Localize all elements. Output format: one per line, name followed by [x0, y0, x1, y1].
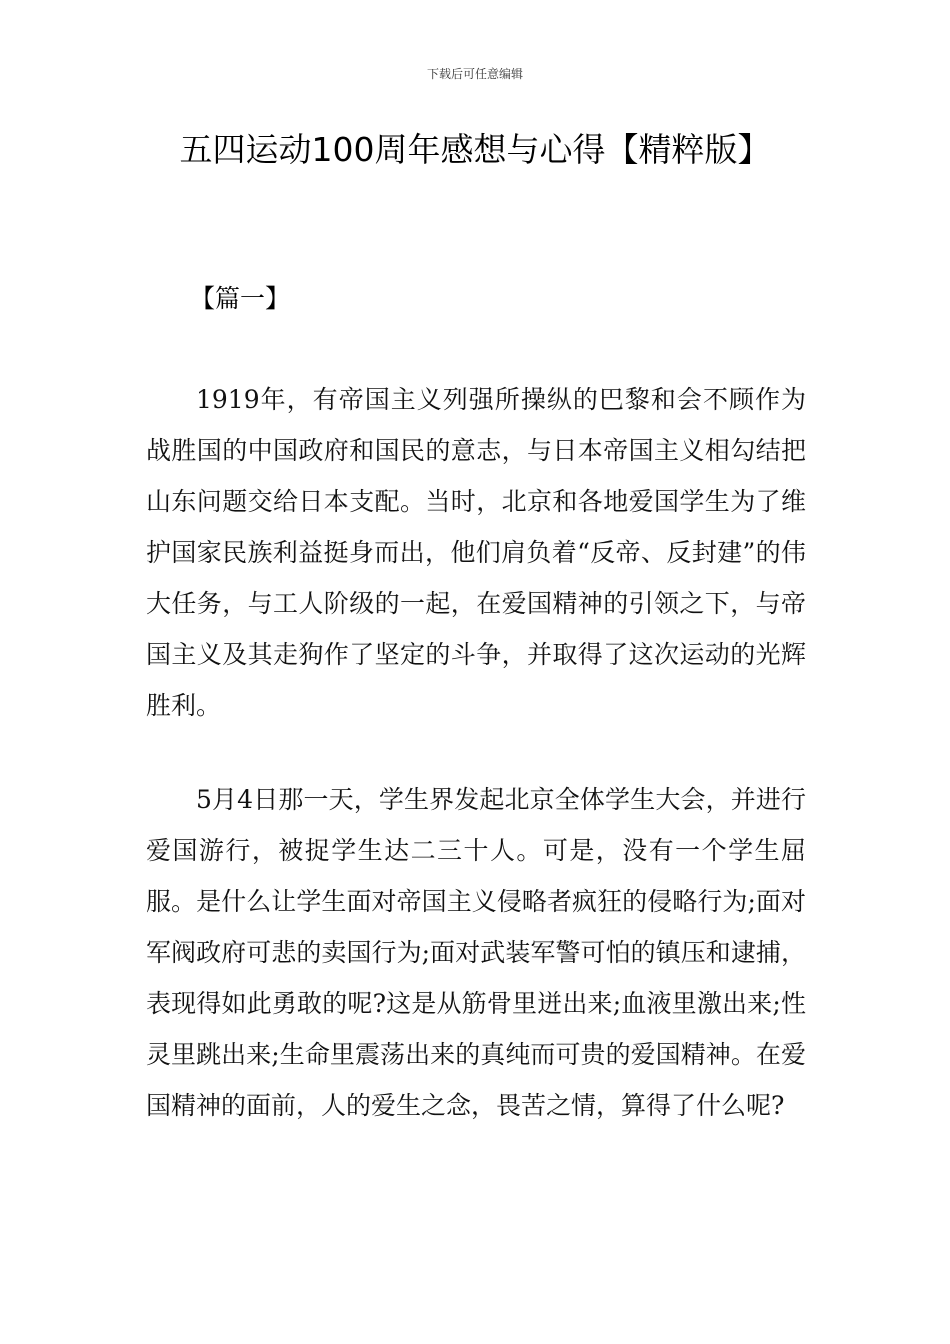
document-title: 五四运动100周年感想与心得【精粹版】: [179, 130, 771, 169]
paragraph-2: 5月4日那一天，学生界发起北京全体学生大会，并进行爱国游行，被捉学生达二三十人。可是，没有一个学生屈服。是什么让学生面对帝国主义侵略者疯狂的侵略行为;面对军阀政府可悲的卖国行为;面对武装军警可怕的镇压和逮捕，表现得如此勇敢的呢?这是从筋骨里迸出来;血液里激出来;性灵里跳出来;生命里震荡出来的真纯而可贵的爱国精神。在爱国精神的面前，人的爱生之念，畏苦之情，算得了什么呢?: [146, 785, 806, 1120]
section-heading: 【篇一】: [190, 284, 291, 313]
paragraph-1: 1919年，有帝国主义列强所操纵的巴黎和会不顾作为战胜国的中国政府和国民的意志，与日本帝国主义相勾结把山东问题交给日本支配。当时，北京和各地爱国学生为了维护国家民族利益挺身而出，他们肩负着“反帝、反封建”的伟大任务，与工人阶级的一起，在爱国精神的引领之下，与帝国主义及其走狗作了坚定的斗争，并取得了这次运动的光辉胜利。: [146, 385, 806, 720]
header-note: 下载后可任意编辑: [426, 67, 523, 81]
